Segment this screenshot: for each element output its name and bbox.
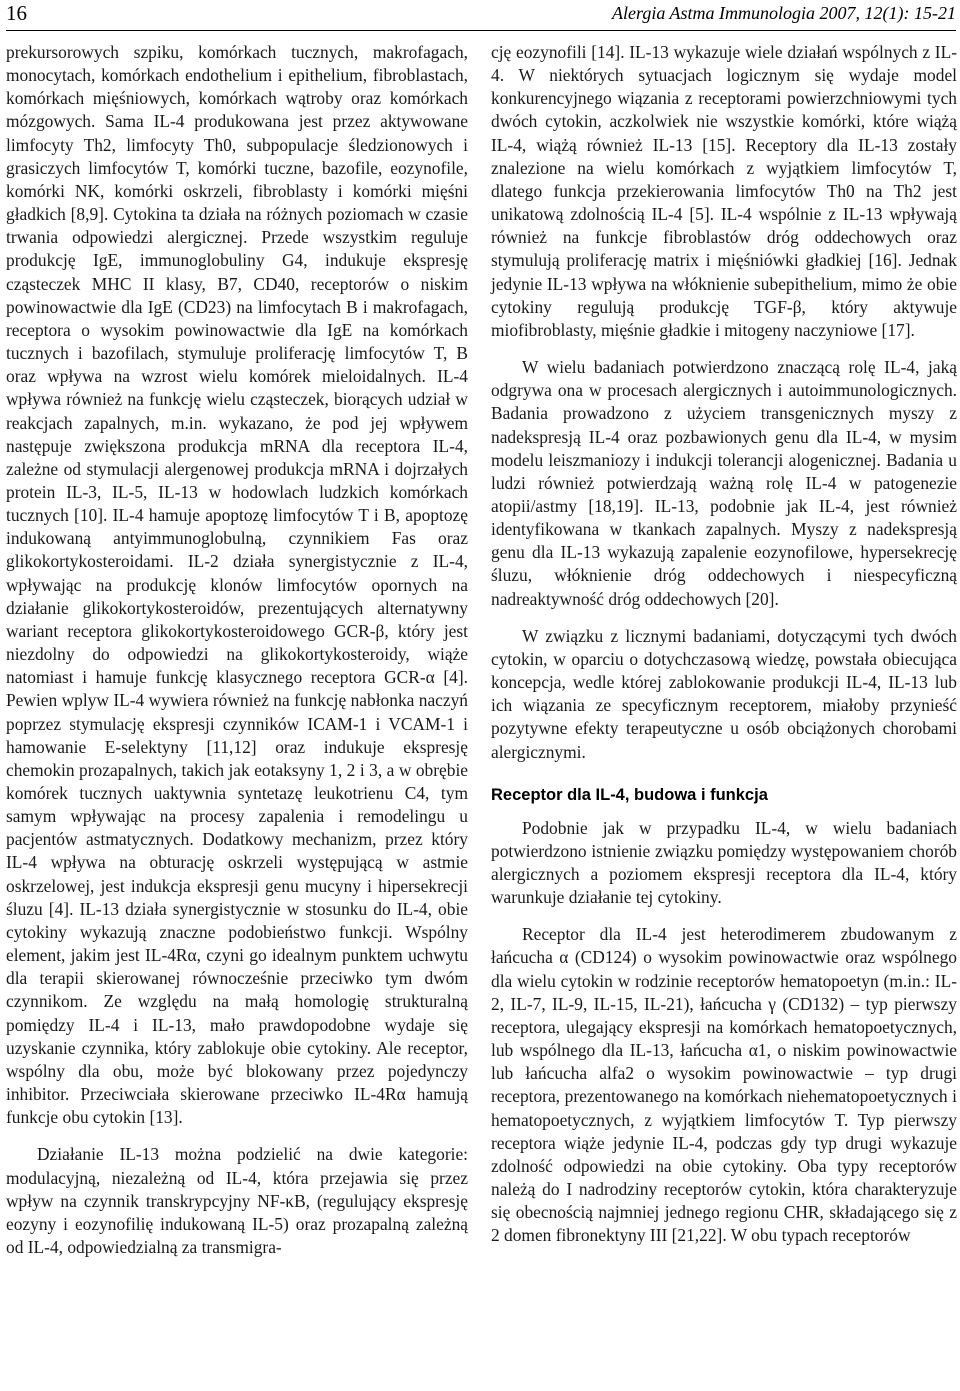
paragraph: cję eozynofili [14]. IL-13 wykazuje wiele działań wspólnych z IL-4. W niektórych sytuacjach logicznym się wydaje model konkurencyjnego wiązania z receptorami powierzchniowymi tych dwóch cytokin, aczkolwiek nie wszystkie komórki, które wiążą IL-4, wiążą również IL-13 [15]. Receptory dla IL-13 zostały znalezione na wielu komórkach z wyjątkiem limfocytów T, dlatego funkcja przekierowania limfocytów Th0 na Th2 jest unikatową zdolnością IL-4 [5]. IL-4 wspólnie z IL-13 wpływają również na funkcje fibroblastów dróg oddechowych oraz stymulują proliferację matrix i mięśniówki gładkiej [16]. Jednak jedynie IL-13 wpływa na włóknienie subepithelium, mimo że obie cytokiny regulują produkcję TGF-β, który aktywuje miofibroblasty, mięśnie gładkie i mitogeny naczyniowe [17]. <box>491 42 957 340</box>
journal-running-head: Alergia Astma Immunologia 2007, 12(1): 15-21 <box>612 3 956 23</box>
paragraph: Podobnie jak w przypadku IL-4, w wielu badaniach potwierdzono istnienie związku pomiędzy występowaniem chorób alergicznych a poziomem ekspresji receptora dla IL-4, który warunkuje działanie tej cytokiny. <box>491 817 957 908</box>
paragraph: W związku z licznymi badaniami, dotyczącymi tych dwóch cytokin, w oparciu o dotychczasową wiedzę, powstała obiecująca koncepcja, wedle której zablokowanie produkcji IL-4, IL-13 lub ich wiązania ze specyficznym receptorem, miałoby przynieść pozytywne efekty terapeutyczne u osób obciążonych chorobami alergicznymi. <box>491 625 957 762</box>
paragraph: Receptor dla IL-4 jest heterodimerem zbudowanym z łańcucha α (CD124) o wysokim powinowactwie oraz wspólnego dla wielu cytokin w rodzinie receptorów hematopoetyn (m.in.: IL-2, IL-7, IL-9, IL-15, IL-21), łańcucha γ (CD132) – typ pierwszy receptora, ulegający ekspresji na komórkach hematopoetycznych, lub wspólnego dla IL-13, łańcucha α1, o niskim powinowactwie lub łańcucha alfa2 o wysokim powinowactwie – typ drugi receptora, prezentowanego na komórkach niehematopoetycznych i hematopoetycznych, z wyjątkiem limfocytów T. Typ pierwszy receptora wiąże jedynie IL-4, podczas gdy typ drugi wykazuje zdolność odpowiedzi na obie cytokiny. Oba typy receptorów należą do I nadrodziny receptorów cytokin, która charakteryzuje się obecnością najmniej jednego regionu CHR, składającego się z 2 domen fibronektyny III [21,22]. W obu typach receptorów <box>491 924 957 1246</box>
section-heading: Receptor dla IL-4, budowa i funkcja <box>491 785 768 804</box>
paragraph: prekursorowych szpiku, komórkach tucznych, makrofagach, monocytach, komórkach endothelium i epithelium, fibroblastach, komórkach mięśniowych, komórkach wątroby oraz komórkach mózgowych. Sama IL-4 produkowana jest przez aktywowane limfocyty Th2, limfocyty Th0, subpopulacje śledzionowych i grasiczych limfocytów T, komórki tuczne, bazofile, eozynofile, komórki NK, komórki oskrzeli, fibroblasty i komórki mięśni gładkich [8,9]. Cytokina ta działa na różnych poziomach w czasie trwania odpowiedzi alergicznej. Przede wszystkim reguluje produkcję IgE, immunoglobuliny G4, indukuje ekspresję cząsteczek MHC II klasy, B7, CD40, receptorów o niskim powinowactwie dla IgE (CD23) na limfocytach B i makrofagach, receptora o wysokim powinowactwie dla IgE na komórkach tucznych i bazofilach, stymuluje proliferację limfocytów T, B oraz wpływa na wzrost wielu komórek mieloidalnych. IL-4 wpływa również na funkcję wielu cząsteczek, biorących udział w reakcjach zapalnych, m.in. wykazano, że pod jej wpływem następuje zwiększona produkcja mRNA dla receptora IL-4, zależne od stymulacji alergenowej produkcja mRNA i dojrzałych protein IL-3, IL-5, IL-13 w hodowlach ludzkich komórkach tucznych [10]. IL-4 hamuje apoptozę limfocytów T i B, apoptozę indukowaną antyimmunoglobulną, czynnikiem Fas oraz glikokortykosteroidami. IL-2 działa synergistycznie z IL-4, wpływając na produkcję klonów limfocytów opornych na działanie glikokortykosteroidów, prezentujących alternatywny wariant receptora glikokortykosteroidowego GCR-β, który jest niezdolny do odpowiedzi na glikokortykosteroidy, wiąże natomiast i hamuje funkcję klasycznego receptora GCR-α [4]. Pewien wplyw IL-4 wywiera również na funkcję nabłonka naczyń poprzez stymulację ekspresji czynników ICAM-1 i VCAM-1 i hamowanie E-selektyny [11,12] oraz indukuje ekspresję chemokin prozapalnych, takich jak eotaksyny 1, 2 i 3, a w obrębie komórek tucznych uaktywnia syntetazę leukotrienu C4, tym samym wpływając na procesy zapalenia i remodelingu u pacjentów astmatycznych. Dodatkowy mechanizm, przez który IL-4 wpływa na obturację oskrzeli występującą w astmie oskrzelowej, jest indukcja ekspresji genu mucyny i hipersekrecji śluzu [4]. IL-13 działa synergistycznie w stosunku do IL-4, obie cytokiny wykazują znaczne podobieństwo funkcji. Wspólny element, jakim jest IL-4Rα, czyni go idealnym punktem uchwytu dla terapii skierowanej równocześnie przeciwko tym dwóm czynnikom. Ze względu na małą homologię strukturalną pomiędzy IL-4 i IL-13, mało prawdopodobne wydaje się uzyskanie czynnika, który zablokuje obie cytokiny. Ale receptor, wspólny dla obu, może być blokowany przez pojedynczy inhibitor. Przeciwciała skierowane przeciwko IL-4Rα hamują funkcje obu cytokin [13]. <box>6 42 468 1128</box>
left-column <box>6 41 468 1259</box>
page-header <box>6 0 956 31</box>
paragraph: W wielu badaniach potwierdzono znaczącą rolę IL-4, jaką odgrywa ona w procesach alergicznych i autoimmunologicznych. Badania prowadzono z użyciem transgenicznych myszy z nadekspresją IL-4 oraz pozbawionych genu dla IL-4, w mysim modelu leiszmaniozy i indukcji tolerancji alogenicznej. Badania u ludzi również potwierdzają ważną rolę IL-4 w patogenezie atopii/astmy [18,19]. IL-13, podobnie jak IL-4, jest również identyfikowana w tkankach zapalnych. Myszy z nadekspresją genu dla IL-13 wykazują zapalenie eozynofilowe, hypersekrecję śluzu, włóknienie dróg oddechowych i niespecyficzną nadreaktywność dróg oddechowych [20]. <box>491 357 957 609</box>
right-column <box>491 41 957 1248</box>
paragraph: Działanie IL-13 można podzielić na dwie kategorie: modulacyjną, niezależną od IL-4, która przejawia się przez wpływ na czynnik transkrypcyjny NF-κB, (regulujący ekspresję eozyny i eozynofilię indukowaną IL-5) oraz prozapalną zależną od IL-4, odpowiedzialną za transmigra- <box>6 1144 468 1257</box>
page-number: 16 <box>6 1 27 25</box>
